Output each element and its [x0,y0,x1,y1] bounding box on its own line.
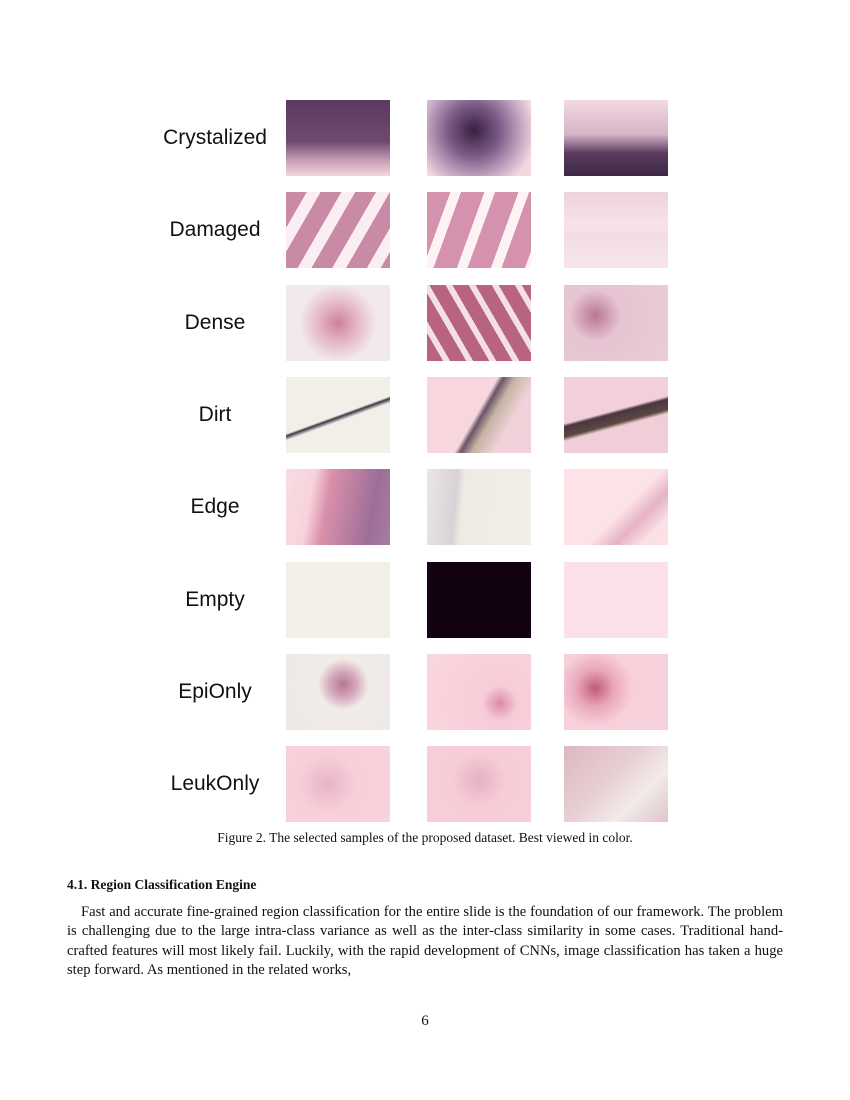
row-label-epionly: EpiOnly [178,680,252,703]
sample-image-leukonly-3 [564,746,668,822]
row-label-empty: Empty [185,588,245,611]
sample-image-damaged-1 [286,192,390,268]
sample-image-edge-3 [564,469,668,545]
row-label-dirt: Dirt [198,403,232,426]
sample-image-crystalized-3 [564,100,668,176]
sample-image-dirt-3 [564,377,668,453]
sample-image-empty-1 [286,562,390,638]
row-label-damaged: Damaged [169,218,261,241]
sample-image-dense-1 [286,285,390,361]
sample-image-empty-2 [427,562,531,638]
sample-image-dirt-1 [286,377,390,453]
sample-image-epionly-3 [564,654,668,730]
row-label-leukonly: LeukOnly [170,772,260,795]
body-paragraph: Fast and accurate fine-grained region classification for the entire slide is the foundation of our framework. The problem is challenging due to the large intra-class variance as well as the inter-class similarity in some cases. Traditional hand-crafted features will most likely fail. Luckily, with the rapid development of CNNs, image classification has taken a huge step forward. As mentioned in the related works, [67,904,783,979]
sample-image-leukonly-1 [286,746,390,822]
sample-image-empty-3 [564,562,668,638]
row-label-edge: Edge [190,495,240,518]
sample-image-dense-2 [427,285,531,361]
sample-image-crystalized-1 [286,100,390,176]
sample-image-crystalized-2 [427,100,531,176]
sample-image-damaged-2 [427,192,531,268]
sample-image-damaged-3 [564,192,668,268]
sample-image-dirt-2 [427,377,531,453]
row-label-crystalized: Crystalized [163,126,267,149]
figure-caption: Figure 2. The selected samples of the proposed dataset. Best viewed in color. [217,830,633,845]
sample-image-edge-1 [286,469,390,545]
sample-image-epionly-2 [427,654,531,730]
sample-image-dense-3 [564,285,668,361]
section-heading: 4.1. Region Classification Engine [67,877,257,892]
row-label-dense: Dense [184,311,246,334]
sample-image-leukonly-2 [427,746,531,822]
page-number: 6 [421,1013,429,1029]
sample-image-epionly-1 [286,654,390,730]
sample-image-edge-2 [427,469,531,545]
